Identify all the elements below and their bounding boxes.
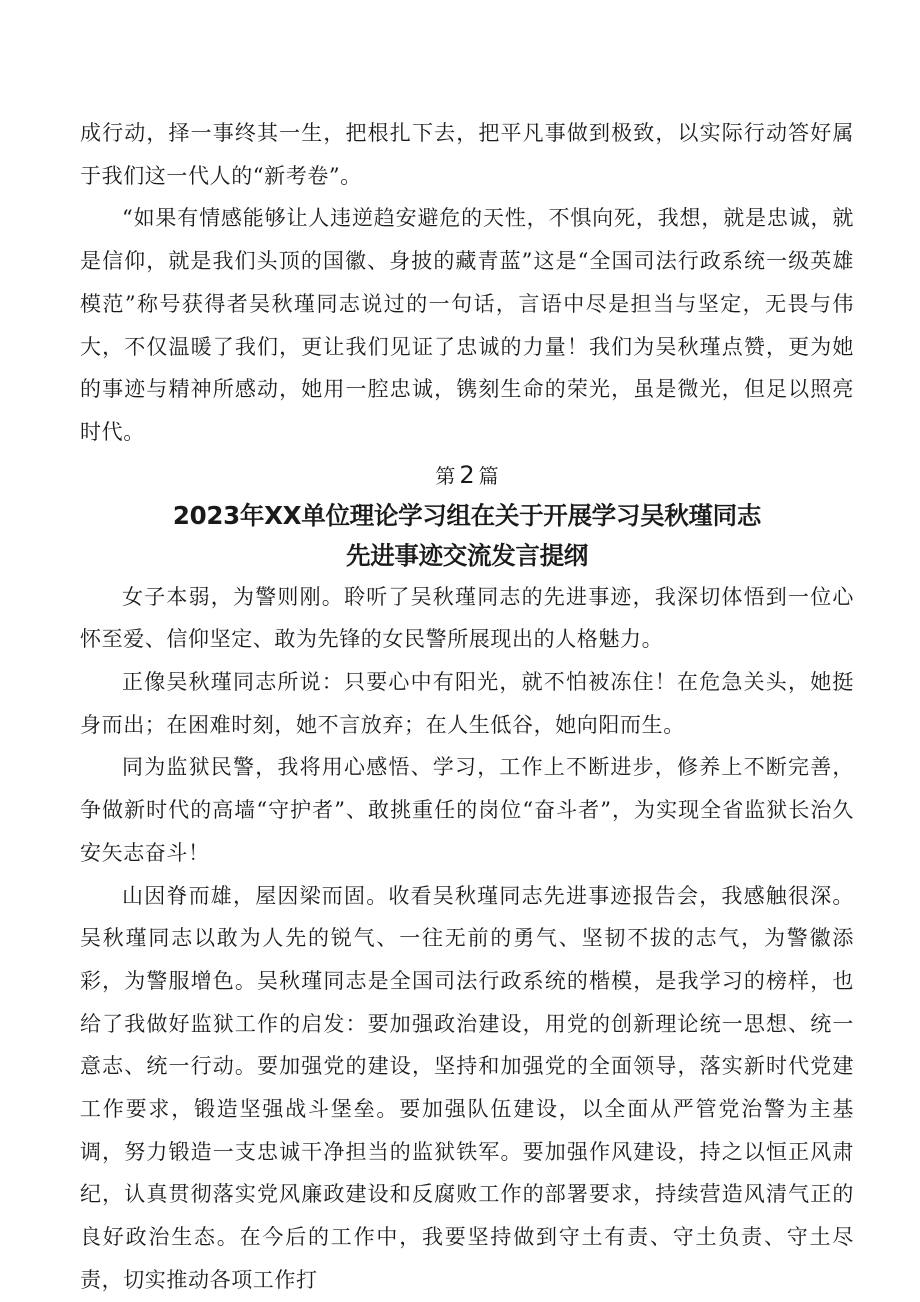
body-paragraph-2: 正像吴秋瑾同志所说：只要心中有阳光，就不怕被冻住！在危急关头，她挺身而出；在困难时刻，她不言放弃；在人生低谷，她向阳而生。: [80, 670, 854, 737]
section-suffix: 篇: [478, 463, 499, 488]
document-title: [80, 496, 854, 576]
body-paragraph-4: 山因脊而雄，屋因梁而固。收看吴秋瑾同志先进事迹报告会，我感触很深。吴秋瑾同志以敢为人先的锐气、一往无前的勇气、坚韧不拔的志气，为警徽添彩，为警服增色。吴秋瑾同志是全国司法行政系统的楷模，是我学习的榜样，也给了我做好监狱工作的启发：要加强政治建设，用党的创新理论统一思想、统一意志、统一行动。要加强党的建设，坚持和加强党的全面领导，落实新时代党建工作要求，锻造坚强战斗堡垒。要加强队伍建设，以全面从严管党治警为主基调，努力锻造一支忠诚干净担当的监狱铁军。要加强作风建设，持之以恒正风肃纪，认真贯彻落实党风廉政建设和反腐败工作的部署要求，持续营造风清气正的良好政治生态。在今后的工作中，我要坚持做到守土有责、守土负责、守土尽责，切实推动各项工作打: [80, 883, 854, 1292]
quote-paragraph: “如果有情感能够让人违逆趋安避危的天性，不惧向死，我想，就是忠诚，就是信仰，就是我们头顶的国徽、身披的藏青蓝”这是“全国司法行政系统一级英雄模范”称号获得者吴秋瑾同志说过的一句话，言语中尽是担当与坚定，无畏与伟大，不仅温暖了我们，更让我们见证了忠诚的力量！我们为吴秋瑾点赞，更为她的事迹与精神所感动，她用一腔忠诚，镌刻生命的荣光，虽是微光，但足以照亮时代。: [80, 206, 854, 444]
continuation-paragraph: 成行动，择一事终其一生，把根扎下去，把平凡事做到极致，以实际行动答好属于我们这一代人的“新考卷”。: [80, 121, 854, 188]
title-line-2: 先进事迹交流发言提纲: [346, 540, 588, 570]
section-label: [80, 454, 854, 496]
section-prefix: 第: [435, 463, 456, 488]
body-paragraph-1: 女子本弱，为警则刚。聆听了吴秋瑾同志的先进事迹，我深切体悟到一位心怀至爱、信仰坚定、敢为先锋的女民警所展现出的人格魅力。: [80, 584, 854, 652]
section-number: 2: [459, 460, 475, 489]
document-page: [80, 112, 854, 1302]
title-line-1: 2023年XX单位理论学习组在关于开展学习吴秋瑾同志: [172, 500, 762, 530]
body-paragraph-3: 同为监狱民警，我将用心感悟、学习，工作上不断进步，修养上不断完善，争做新时代的高墙“守护者”、敢挑重任的岗位“奋斗者”，为实现全省监狱长治久安矢志奋斗！: [80, 755, 854, 865]
